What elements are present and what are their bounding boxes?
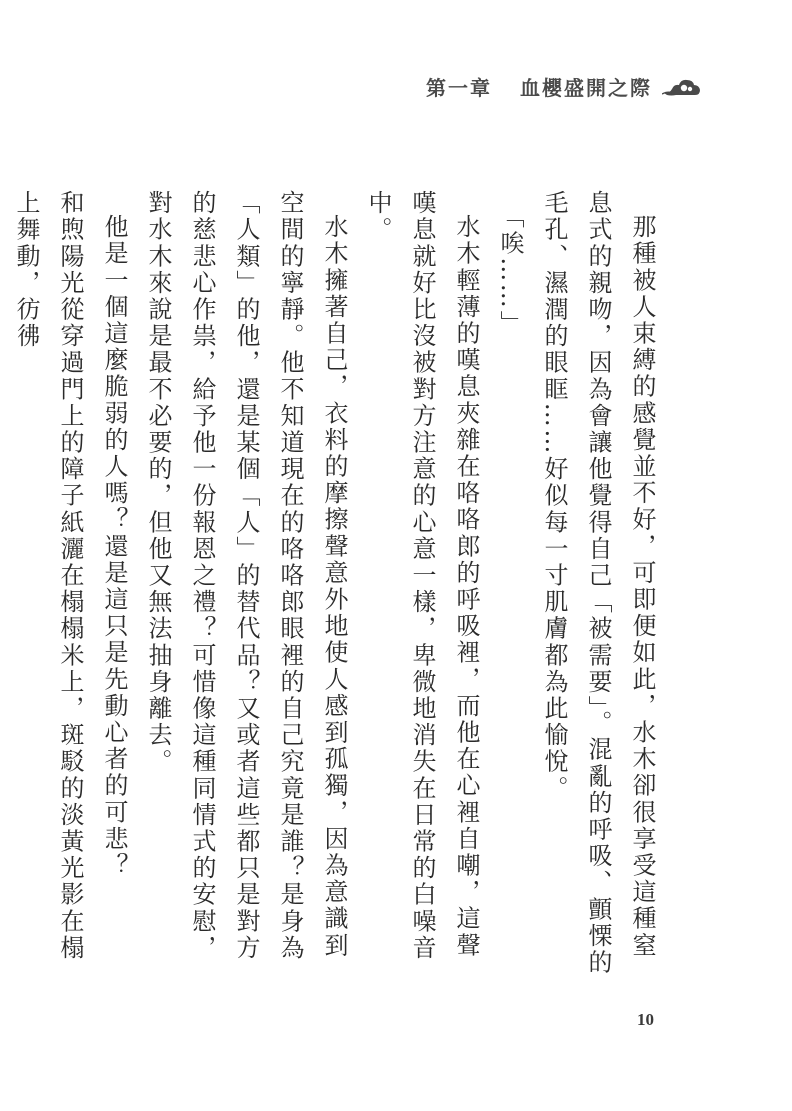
running-head [426,72,702,101]
dialogue-line: 「唉……」 [496,204,524,338]
page-number: 10 [637,1010,654,1029]
paragraph: 和煦陽光從穿過門上的障子紙灑在榻榻米上，斑駁的淡黃光影在榻上舞動，彷彿 [12,190,84,962]
paragraph: 水木輕薄的嘆息夾雜在咯咯郎的呼吸裡，而他在心裡自嘲，這聲嘆息就好比沒被對方注意的心意一樣，卑微地消失在日常的白噪音中。 [364,190,480,962]
chapter-title: 血櫻盛開之際 [520,76,652,100]
chapter-number: 第一章 [426,76,492,100]
paragraph: 水木擁著自己，衣料的摩擦聲意外地使人感到孤獨，因為意識到空間的寧靜。他不知道現在的咯咯郎眼裡的自己究竟是誰？是身為「人類」的他，還是某個「人」的替代品？又或者這些都只是對方的慈悲心作祟，給予他一份報恩之禮？可惜像這種同情式的安慰，對水木來說是最不必要的，但他又無法抽身離去。 [144,190,348,962]
paragraph: 他是一個這麼脆弱的人嗎？還是這只是先動心者的可悲？ [100,214,128,879]
cloud-icon [662,75,702,99]
body-text [4,190,664,980]
paragraph: 那種被人束縛的感覺並不好，可即便如此，水木卻很享受這種窒息式的親吻，因為會讓他覺得自己「被需要」。混亂的呼吸、顫慄的毛孔、濕潤的眼眶……好似每一寸肌膚都為此愉悅。 [540,190,656,976]
